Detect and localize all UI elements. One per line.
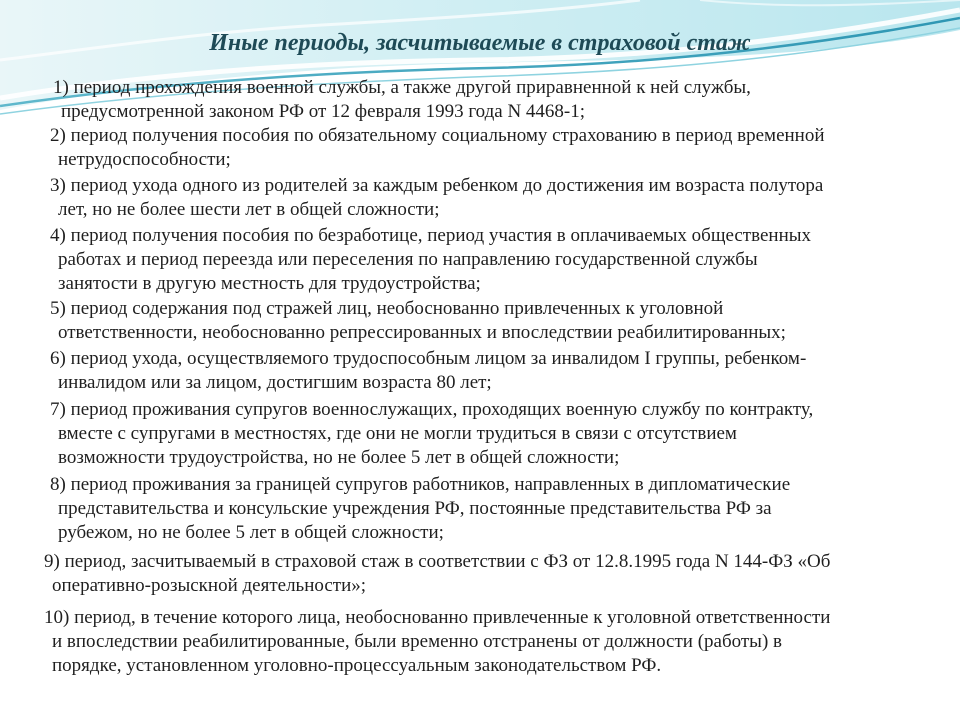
list-item: 10) период, в течение которого лица, необоснованно привлеченные к уголовной ответственности и впоследствии реабилитированные, были временно отстранены от должности (работы) в порядке, установленном уголовно-процессуальным законодательством РФ. bbox=[44, 607, 831, 676]
list-item: 6) период ухода, осуществляемого трудоспособным лицом за инвалидом I группы, ребенком- инвалидом или за лицом, достигшим возраста 80 лет; bbox=[50, 348, 807, 393]
list-item: 5) период содержания под стражей лиц, необоснованно привлеченных к уголовной ответственности, необоснованно репрессированных и впоследствии реабилитированных; bbox=[50, 298, 786, 343]
list-item: 2) период получения пособия по обязательному социальному страхованию в период временной нетрудоспособности; bbox=[50, 125, 825, 170]
list-item: 9) период, засчитываемый в страховой стаж в соответствии с ФЗ от 12.8.1995 года N 144-ФЗ «Об оперативно-розыскной деятельности»; bbox=[44, 551, 831, 596]
list-item: 1) период прохождения военной службы, а также другой приравненной к ней службы, предусмотренной законом РФ от 12 февраля 1993 года N 4468-1; bbox=[53, 77, 751, 122]
list-item: 7) период проживания супругов военнослужащих, проходящих военную службу по контракту, вместе с супругами в местностях, где они не могли трудиться в связи с отсутствием возможности трудоустройства, но не более 5 лет в общей сложности; bbox=[50, 399, 814, 468]
list-item: 4) период получения пособия по безработице, период участия в оплачиваемых общественных работах и период переезда или переселения по направлению государственной службы занятости в другую местность для трудоустройства; bbox=[50, 225, 812, 294]
list-item: 8) период проживания за границей супругов работников, направленных в дипломатические представительства и консульские учреждения РФ, постоянные представительства РФ за рубежом, но не более 5 лет в общей сложности; bbox=[50, 474, 791, 543]
slide-title: Иные периоды, засчитываемые в страховой стаж bbox=[209, 30, 751, 56]
list-item: 3) период ухода одного из родителей за каждым ребенком до достижения им возраста полутора лет, но не более шести лет в общей сложности; bbox=[50, 175, 824, 220]
